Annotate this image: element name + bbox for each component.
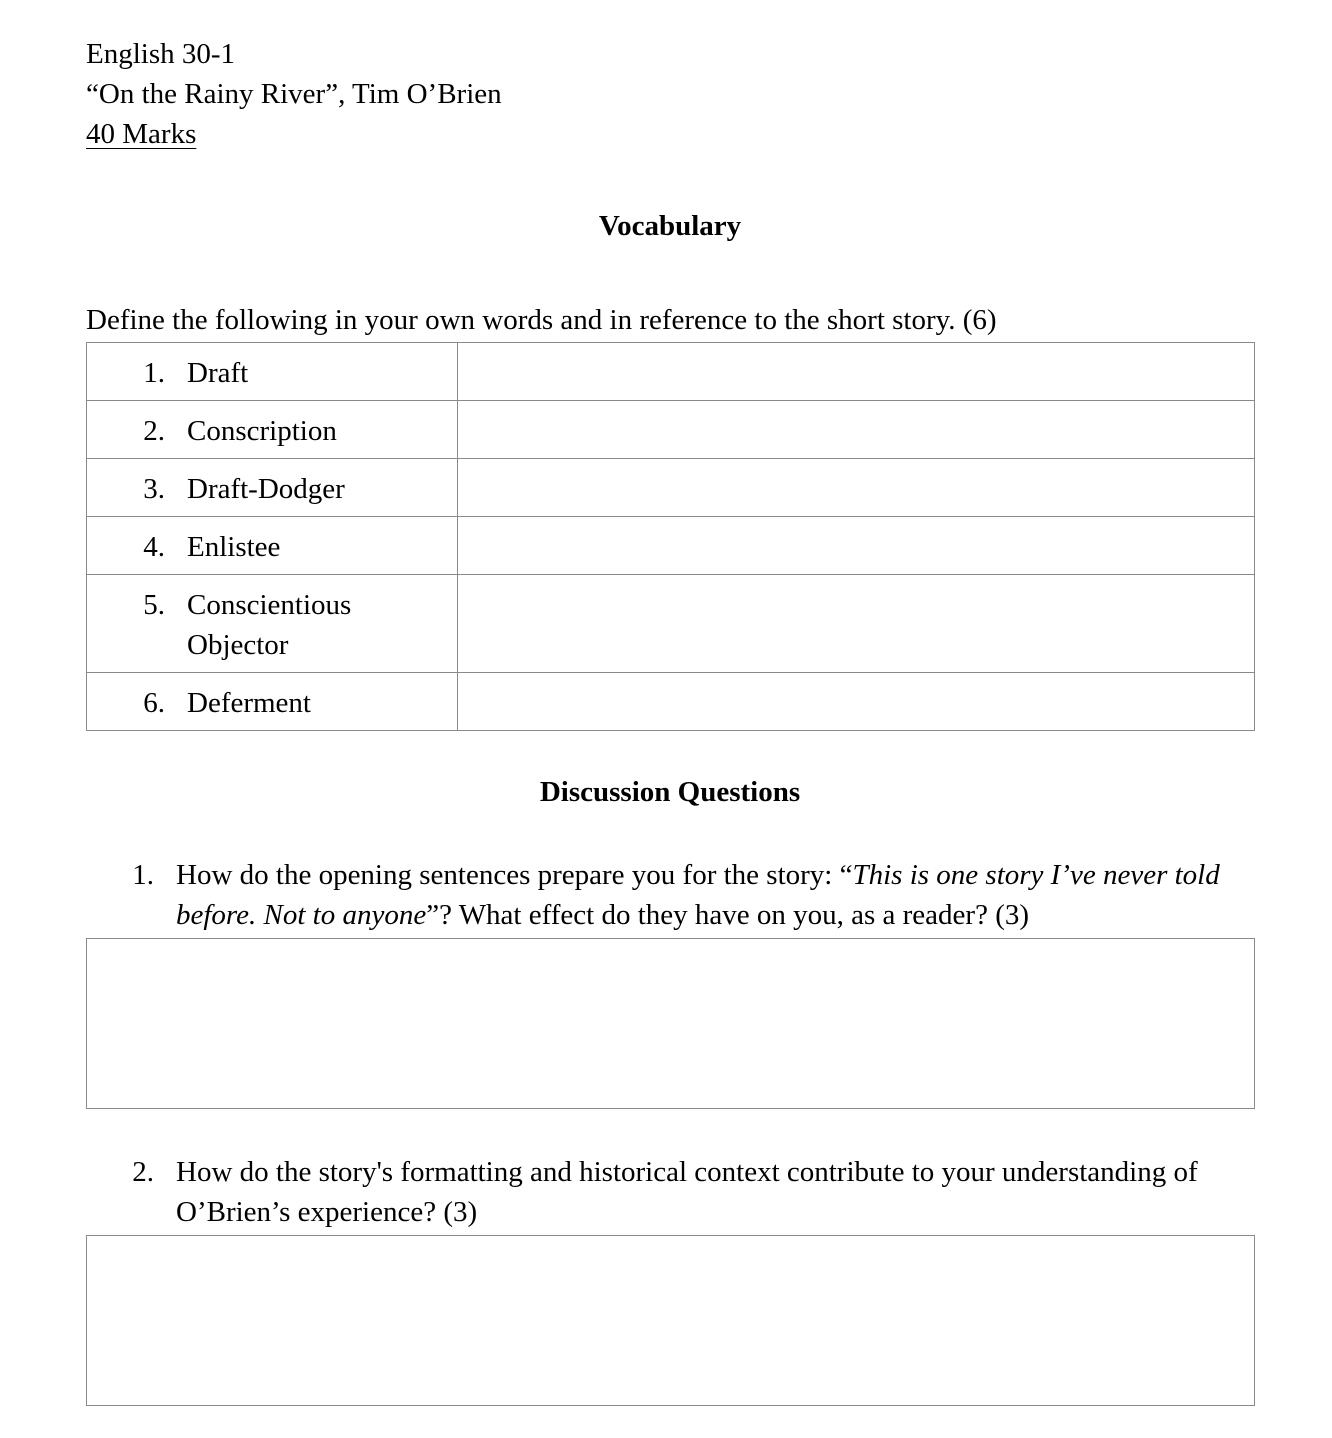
term-number: 4. [143, 531, 165, 563]
vocabulary-table [86, 342, 1255, 731]
term-label: Draft [187, 357, 249, 389]
question-2 [86, 1152, 1276, 1232]
answer-box-1[interactable] [86, 938, 1255, 1109]
discussion-heading: Discussion Questions [539, 776, 801, 808]
term-label: Conscientious Objector [187, 589, 352, 661]
question-number: 2. [132, 1156, 154, 1188]
term-number: 1. [143, 357, 165, 389]
term-number: 5. [143, 589, 165, 621]
question-text: How do the story's formatting and historical context contribute to your understanding of O’Brien’s experience? (3) [176, 1156, 1198, 1228]
term-number: 3. [143, 473, 165, 505]
definition-cell[interactable] [458, 343, 1255, 401]
term-label: Deferment [187, 687, 311, 719]
definition-cell[interactable] [458, 401, 1255, 459]
table-row [87, 401, 1255, 459]
total-marks: 40 Marks [86, 118, 197, 150]
definition-cell[interactable] [458, 517, 1255, 575]
question-1 [86, 855, 1276, 935]
answer-box-2[interactable] [86, 1235, 1255, 1406]
term-number: 6. [143, 687, 165, 719]
quoted-opening: This is one story I’ve never told before. Not to anyone [176, 859, 1220, 931]
question-text: How do the opening sentences prepare you for the story: “This is one story I’ve never told before. Not to anyone”? What effect do they have on you, as a reader? (3) [176, 859, 1220, 931]
term-number: 2. [143, 415, 165, 447]
vocabulary-instruction: Define the following in your own words and in reference to the short story. (6) [86, 304, 997, 336]
table-row [87, 517, 1255, 575]
course-title: English 30-1 [86, 38, 236, 70]
term-label: Conscription [187, 415, 337, 447]
question-number: 1. [132, 859, 154, 891]
story-title: “On the Rainy River”, Tim O’Brien [86, 78, 502, 110]
definition-cell[interactable] [458, 459, 1255, 517]
table-row [87, 673, 1255, 731]
table-row [87, 575, 1255, 673]
document-header [86, 34, 502, 154]
definition-cell[interactable] [458, 575, 1255, 673]
vocabulary-heading: Vocabulary [598, 210, 742, 242]
term-label: Enlistee [187, 531, 281, 563]
table-row [87, 459, 1255, 517]
term-label: Draft-Dodger [187, 473, 345, 505]
table-row [87, 343, 1255, 401]
definition-cell[interactable] [458, 673, 1255, 731]
